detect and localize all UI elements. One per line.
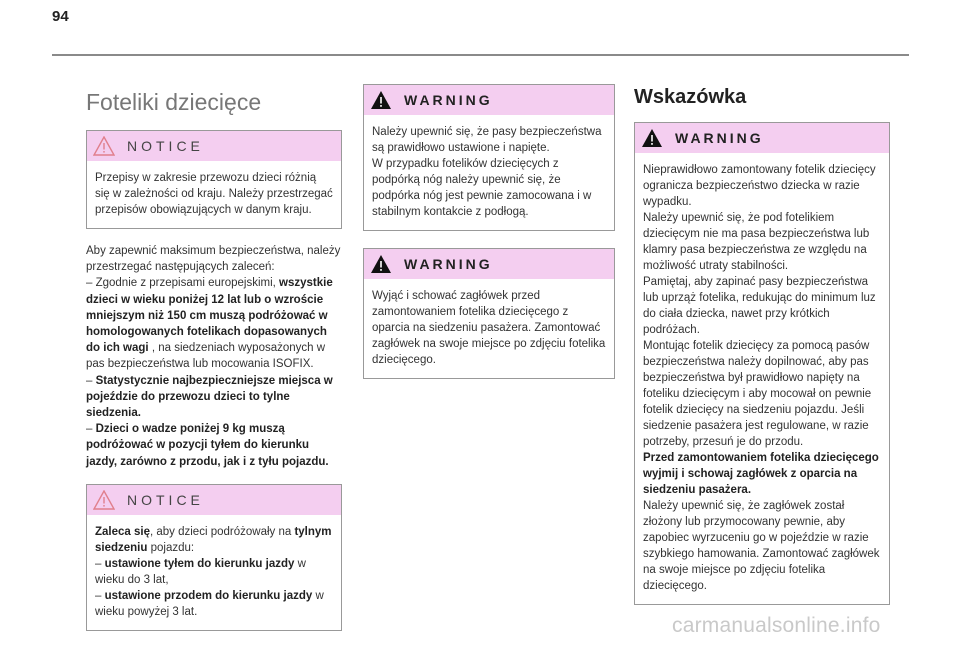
warning-box-header [364,85,614,115]
item1-suffix: , na siedzeniach wyposażonych w pas bezpieczeństwa lub mocowania ISOFIX. [86,342,326,371]
warning-triangle-icon [93,490,115,510]
warning-run: Należy upewnić się, że zagłówek został złożony lub przymocowany pewnie, aby zapobiec wyrzuceniu go w pojeździe w razie szybkiego hamowania. Zamontować zagłówek na swoje miejsce po zdjęciu fotelika dziecięcego. [643,500,880,592]
warning-text: Wyjąć i schować zagłówek przed zamontowaniem fotelika dziecięcego z oparcia na siedzeniu pasażera. Zamontować zagłówek na swoje miejsce po zdjęciu fotelika dziecięcego. [372,290,606,366]
warning-label: WARNING [675,130,764,146]
notice-run: w wieku do 3 lat, [95,557,306,586]
notice-run: w wieku powyżej 3 lat. [95,589,324,618]
page-number: 94 [52,8,69,25]
notice-box-header [87,131,341,161]
notice-box-2 [86,484,342,631]
item2-dash: – [86,374,96,387]
warning-label: WARNING [404,256,493,272]
watermark: carmanualsonline.info [672,614,881,637]
column-right [634,80,890,605]
notice-run: pojazdu: [147,541,195,554]
warning-bold: Przed zamontowaniem fotelika dziecięcego wyjmij i schowaj zagłówek z oparcia na siedzeniu pasażera. [643,452,879,496]
notice-text [87,515,341,630]
notice-text: Przepisy w zakresie przewozu dzieci różnią się w zależności od kraju. Należy przestrzegać przepisów obowiązujących w danym kraju. [95,172,333,216]
notice-dash: – [95,589,105,602]
warning-box-3 [634,122,890,605]
section-title: Foteliki dziecięce [86,89,262,115]
warning-text: Należy upewnić się, że pasy bezpieczeństwa są prawidłowo ustawione i napięte. W przypadku fotelików dziecięcych z podpórką nóg należy upewnić się, że podpórka nóg jest pewnie zamocowana i w stabilnym kontakcie z podłogą. [372,126,602,218]
intro-text: Aby zapewnić maksimum bezpieczeństwa, należy przestrzegać następujących zaleceń: [86,245,341,274]
warning-box-1 [363,84,615,231]
warning-label: WARNING [404,92,493,108]
item1-bold: wszystkie dzieci w wieku poniżej 12 lat lub o wzroście mniejszym niż 150 cm muszą podróżować w homologowanych fotelikach dopasowanych do ich wagi [86,277,333,355]
warning-box-header [364,249,614,279]
warning-box-2 [363,248,615,379]
notice-bold: ustawione przodem do kierunku jazdy [104,589,313,602]
item3-dash: – [86,423,96,436]
notice-box-header [87,485,341,515]
notice-label: NOTICE [127,491,204,508]
warning-box-header [635,123,889,153]
item1-prefix: – Zgodnie z przepisami europejskimi, [86,277,280,290]
notice-bold: ustawione tyłem do kierunku jazdy [104,557,295,570]
notice-label: NOTICE [127,138,204,154]
warning-text [635,153,889,604]
column-middle [363,80,615,379]
notice-box-1 [86,130,342,229]
item2-bold: Statystycznie najbezpieczniejsze miejsca w pojeździe do przewozu dzieci to tylne siedzenia. [86,374,333,420]
notice-run: , aby dzieci podróżowały na [149,525,295,538]
warning-run: Nieprawidłowo zamontowany fotelik dziecięcy ogranicza bezpieczeństwo dziecka w razie wypadku. Należy upewnić się, że pod fotelikiem dziecięcym nie ma pasa bezpieczeństwa lub klamry pasa bezpieczeństwa ze względu na możliwość utraty stabilności. Pamiętaj, aby zapinać pasy bezpieczeństwa lub uprząż fotelika, redukując do minimum luz do ciała dziecka, nawet przy krótkich podróżach. Montując fotelik dziecięcy za pomocą pasów bezpieczeństwa należy dopilnować, aby pas bezpieczeństwa był prawidłowo napięty na foteliku dziecięcym i aby mocował on pewnie fotelik dziecięcy na siedzeniu pojazdu. Jeśli siedzenie pasażera jest regulowane, w razie potrzeby, przesuń je do przodu. [643,164,876,448]
column-left [86,80,342,631]
notice-bold: tylnym siedzeniu [95,525,332,554]
notice-dash: – [95,557,105,570]
section-title: Wskazówka [634,86,747,108]
item3-bold: Dzieci o wadze poniżej 9 kg muszą podróżować w pozycji tyłem do kierunku jazdy, zarówno z przodu, jak i z tyłu pojazdu. [86,423,329,468]
warning-triangle-icon [641,128,663,148]
warning-triangle-icon [370,254,392,274]
intro-paragraph [86,243,342,470]
notice-bold: Zaleca się [95,525,150,538]
warning-triangle-icon [370,90,392,110]
top-divider [52,54,909,56]
warning-triangle-icon [93,136,115,156]
